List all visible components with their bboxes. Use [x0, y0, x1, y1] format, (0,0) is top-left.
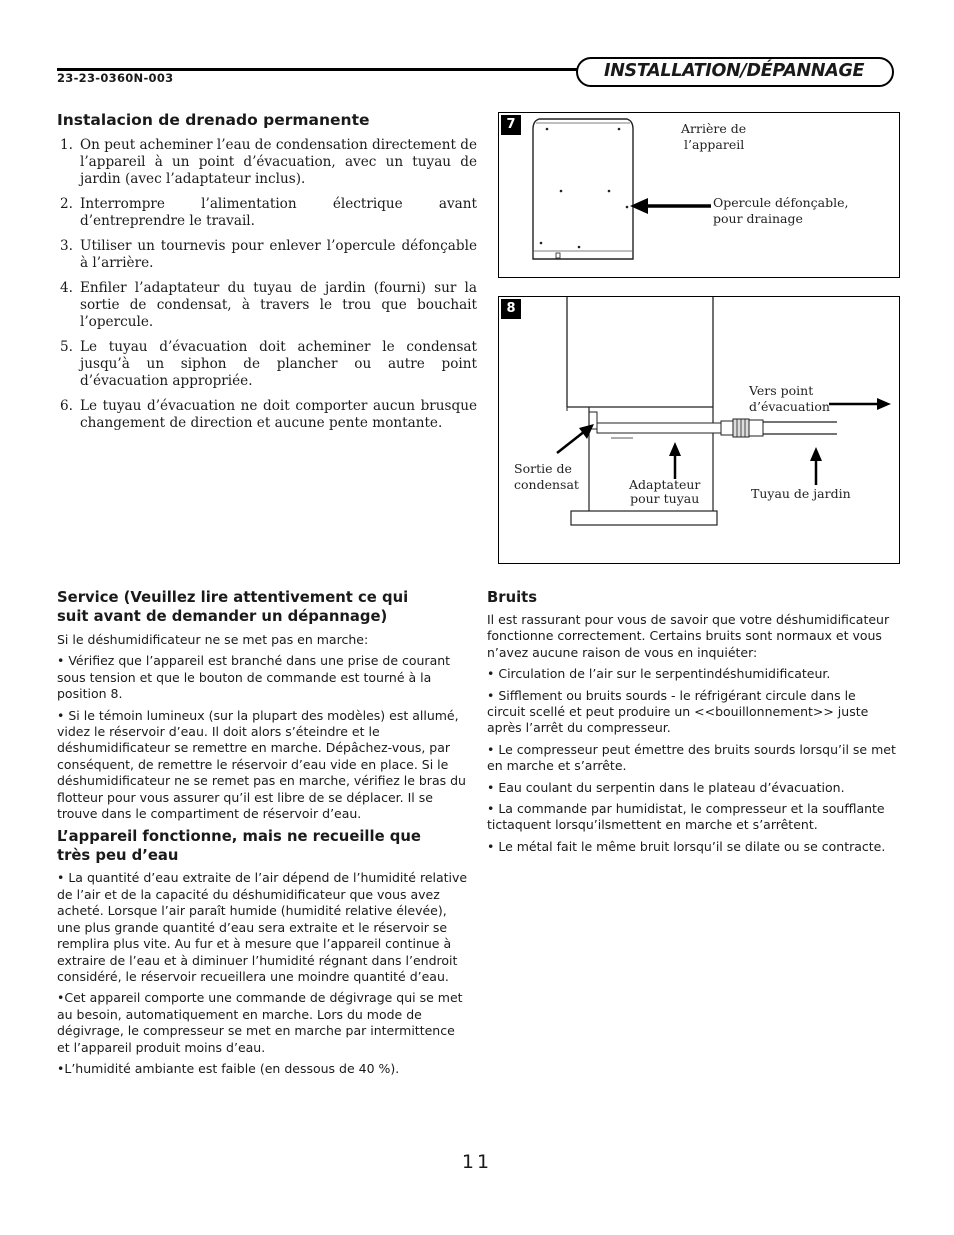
- figure-8-drawing: [499, 297, 899, 563]
- section-title-box: [576, 57, 894, 87]
- drain-step: 2. Interrompre l’alimentation électrique avant d’entreprendre le travail.: [60, 196, 477, 229]
- drain-title: Instalacion de drenado permanente: [57, 111, 370, 129]
- noise-bullet: • Sifflement ou bruits sourds - le réfrigérant circule dans le circuit scellé et peut produire un <<bouillonnement>> juste après l’arrêt du compresseur.: [487, 687, 869, 736]
- figure-8: [498, 296, 900, 564]
- noise-bullet: • Le métal fait le même bruit lorsqu’il se dilate ou se contracte.: [487, 838, 886, 854]
- drain-step: 4. Enfiler l’adaptateur du tuyau de jardin (fourni) sur la sortie de condensat, à travers le trou que bouchait l’opercule.: [60, 280, 477, 330]
- section-title: INSTALLATION/DÉPANNAGE: [604, 61, 865, 81]
- label-condensate-outlet: Sortie de condensat: [514, 461, 579, 492]
- noise-bullet: • Le compresseur peut émettre des bruits sourds lorsqu’il se met en marche et s’arrête.: [487, 741, 896, 774]
- drain-steps: [57, 137, 477, 432]
- label-garden-hose: Tuyau de jardin: [751, 486, 851, 501]
- drain-step: 6. Le tuyau d’évacuation ne doit comporter aucun brusque changement de direction et aucune pente montante.: [60, 398, 477, 431]
- lowwater-title: L’appareil fonctionne, mais ne recueille que très peu d’eau: [57, 828, 421, 865]
- label-hose-adapter: Adaptateur pour tuyau: [629, 477, 701, 506]
- lowwater-bullet: •L’humidité ambiante est faible (en dessous de 40 %).: [57, 1060, 400, 1076]
- document-number: 23-23-0360N-003: [57, 71, 174, 85]
- figure-7: [498, 112, 900, 278]
- page-number: 11: [461, 1151, 493, 1173]
- drain-section: [57, 111, 477, 440]
- noise-bullet: • La commande par humidistat, le compresseur et la soufflante tictaquent lorsqu’ilsmettent en marche et s’arrêtent.: [487, 801, 885, 833]
- noise-bullet: • Circulation de l’air sur le serpentindéshumidificateur.: [487, 666, 831, 682]
- drain-step: 5. Le tuyau d’évacuation doit acheminer le condensat jusqu’à un siphon de plancher ou autre point d’évacuation appropriée.: [60, 339, 477, 389]
- label-knockout: Opercule défonçable, pour drainage: [713, 195, 849, 226]
- service-bullet: • Si le témoin lumineux (sur la plupart des modèles) est allumé, videz le réservoir d’eau. Il doit alors s’éteindre et le déshumidificateur se remettre en marche. Dépâchez-vous, par conséquent, de remettre le réservoir d’eau vide en place. Si le déshumidificateur ne se remet pas en marche, vérifiez le bras du flotteur pour vous assurer qu’il est libre de se déplacer. Il se trouve dans le compartiment de réservoir d’eau.: [57, 707, 466, 822]
- label-drain-point: Vers point d’évacuation: [749, 383, 830, 414]
- noise-bullet: • Eau coulant du serpentin dans le plateau d’évacuation.: [487, 779, 845, 795]
- label-rear: Arrière de l’appareil: [681, 121, 747, 152]
- service-bullet: • Vérifiez que l’appareil est branché dans une prise de courant sous tension et que le bouton de commande est tourné à la position 8.: [57, 653, 451, 702]
- lowwater-bullet: • La quantité d’eau extraite de l’air dépend de l’humidité relative de l’air et de la capacité du déshumidificateur que vous avez acheté. Lorsque l’air paraît humide (humidité relative élevée), une plus grande quantité d’eau sera extraite et le réservoir se remplira plus vite. Au fur et à mesure que l’appareil continue à extraire de l’eau et à diminuer l’humidité régnant dans l’endroit considéré, le réservoir recueillera une moindre quantité d’eau.: [57, 870, 468, 984]
- service-title: Service (Veuillez lire attentivement ce qui suit avant de demander un dépannage): [57, 589, 409, 625]
- noise-title: Bruits: [487, 589, 538, 606]
- drain-step: 3. Utiliser un tournevis pour enlever l’opercule défonçable à l’arrière.: [60, 238, 477, 271]
- service-section: [57, 588, 469, 1082]
- figure-7-number: 7: [501, 115, 521, 135]
- service-intro: Si le déshumidificateur ne se met pas en marche:: [57, 632, 369, 647]
- noise-section: [487, 588, 897, 860]
- lowwater-bullet: •Cet appareil comporte une commande de dégivrage qui se met au besoin, automatiquement en marche. Lors du mode de dégivrage, le compresseur se met en marche par intermittence et l’appareil produit moins d’eau.: [57, 990, 463, 1055]
- noise-intro: Il est rassurant pour vous de savoir que votre déshumidificateur fonctionne correctement. Certains bruits sont normaux et vous n’avez aucune raison de vous en inquiéter:: [487, 612, 890, 660]
- drain-step: 1. On peut acheminer l’eau de condensation directement de l’appareil à un point d’évacuation, avec un tuyau de jardin (avec l’adaptateur inclus).: [60, 137, 477, 187]
- figure-8-number: 8: [501, 299, 521, 319]
